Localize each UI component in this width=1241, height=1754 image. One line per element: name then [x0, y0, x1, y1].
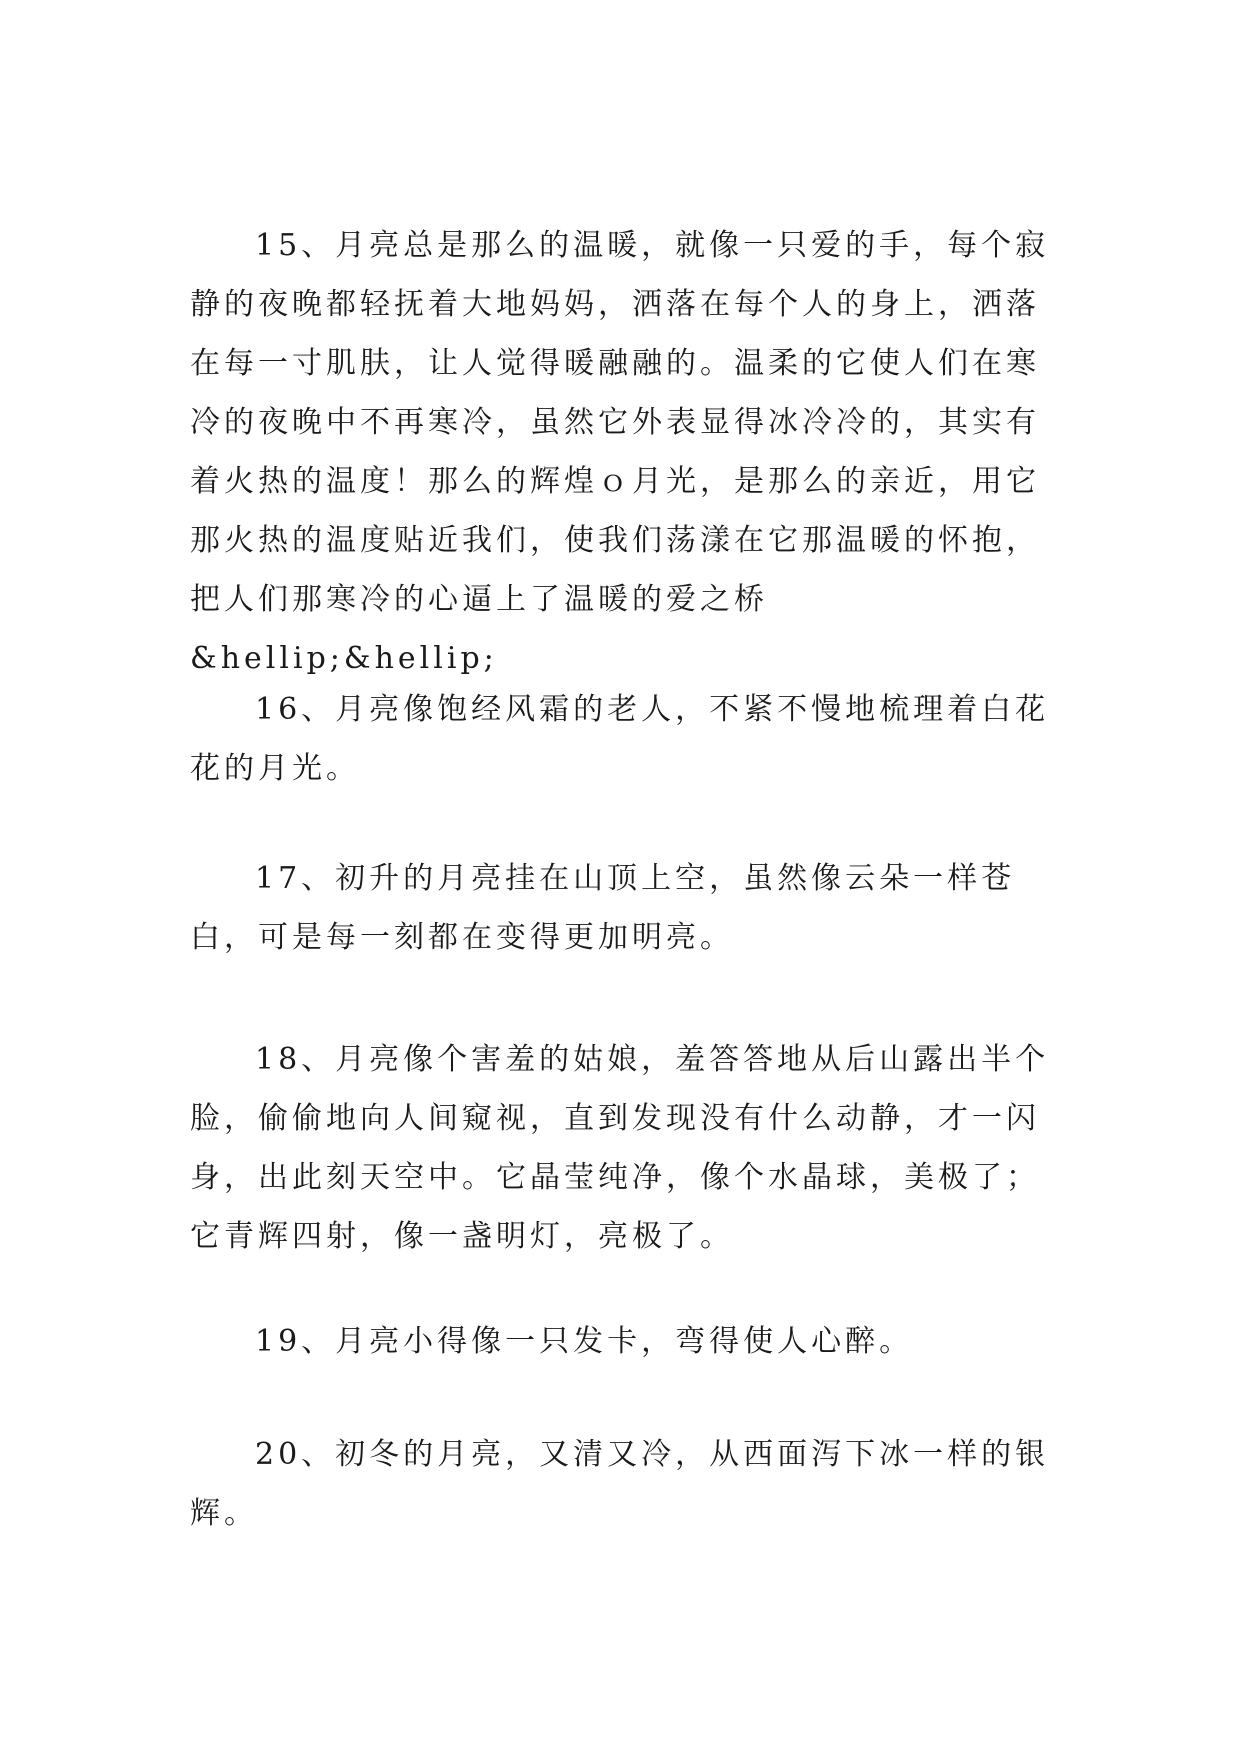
paragraph-15: 15、月亮总是那么的温暖，就像一只爱的手，每个寂静的夜晚都轻抚着大地妈妈，洒落在每个人的身上，洒落在每一寸肌肤，让人觉得暖融融的。温柔的它使人们在寒冷的夜晚中不再寒冷，虽然它外表显得冰冷冷的，其实有着火热的温度！那么的辉煌ｏ月光，是那么的亲近，用它那火热的温度贴近我们，使我们荡漾在它那温暖的怀抱，把人们那寒冷的心逼上了温暖的爱之桥&hellip;&hellip;	[190, 228, 1050, 676]
paragraph-20: 20、初冬的月亮，又清又冷，从西面泻下冰一样的银辉。	[190, 1437, 1050, 1531]
paragraph-18: 18、月亮像个害羞的姑娘，羞答答地从后山露出半个脸，偷偷地向人间窥视，直到发现没有什么动静，才一闪身，出此刻天空中。它晶莹纯净，像个水晶球，美极了；它青辉四射，像一盏明灯，亮极了。	[190, 1042, 1050, 1254]
paragraph-16: 16、月亮像饱经风霜的老人，不紧不慢地梳理着白花花的月光。	[190, 692, 1050, 786]
paragraph-17: 17、初升的月亮挂在山顶上空，虽然像云朵一样苍白，可是每一刻都在变得更加明亮。	[190, 861, 1016, 955]
paragraph-19: 19、月亮小得像一只发卡，弯得使人心醉。	[255, 1324, 914, 1359]
